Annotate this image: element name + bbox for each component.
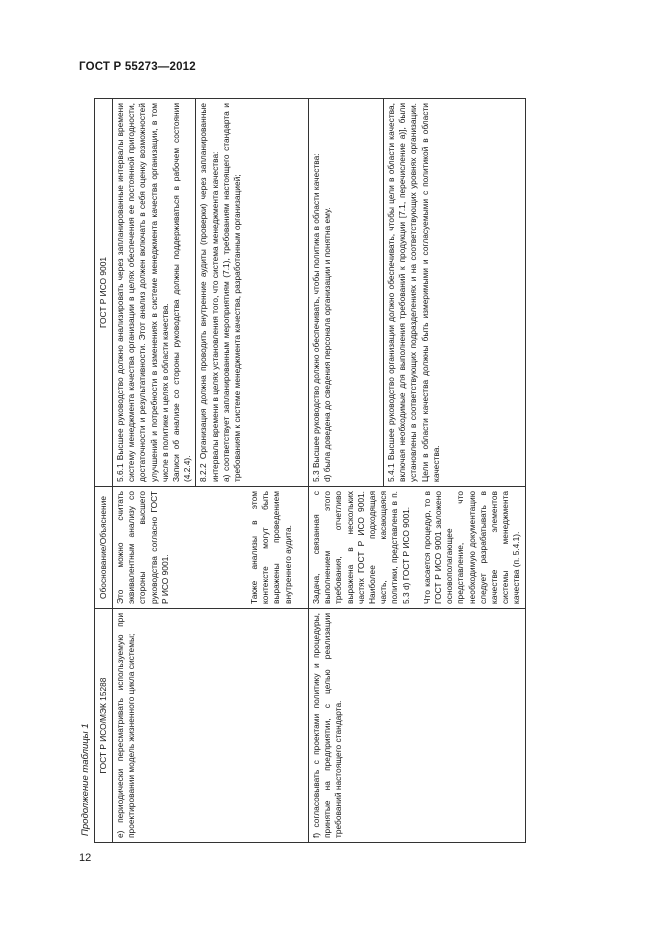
cell-text: 5.6.1 Высшее руководство должно анализировать через запланированные интервалы времени систему менеджмента качества организации в целях обеспечения ее постоянной пригодности, достаточности и результативности. Этот анализ должен включать в себя оценку возможностей улучшений и потребности в изменениях в системе менеджмента качества организации, в том числе в политике и целях в области качества. xyxy=(115,103,170,482)
cell-text: 5.4.1 Высшее руководство организации должно обеспечивать, чтобы цели в области качества, включая необходимые для выполнения требований к продукции [7.1, перечисление a)], были установлены в соответствующих подразделениях и на соответствующих уровнях организации. Цели в области качества должны быть измеримыми и согласуемыми с политикой в области качества. xyxy=(386,103,441,482)
cell-text: f) согласовывать с проектами политику и процедуры, принятые на предприятии, с целью реализации требований настоящего стандарта. xyxy=(311,613,344,838)
cell-text: Задача, связанная с выполнением этого требования, отчетливо выражена в нескольких частях ГОСТ Р ИСО 9001. Наиболее подходящая часть, касающаяся политики, представлена в п. 5.3 d) ГОСТ Р ИСО 9001. xyxy=(311,491,411,604)
column-header-gost-15288: ГОСТ Р ИСО/МЭК 15288 xyxy=(95,609,113,843)
table-cell xyxy=(113,487,309,609)
clause-5-3-block xyxy=(309,99,384,486)
table-cell xyxy=(309,99,526,487)
table-row xyxy=(309,99,526,843)
cell-text: d) была доведена до сведения персонала организации и понятна ему. xyxy=(322,207,333,482)
clause-5-4-1-block xyxy=(384,99,444,486)
cell-text: Также анализы в этом контексте могут быть выражены проведением внутреннего аудита. xyxy=(249,491,293,604)
cell-text: Это можно считать эквивалентным анализу со стороны высшего руководства согласно ГОСТ Р ИСО 9001. xyxy=(115,491,170,604)
table-row xyxy=(113,99,309,843)
table-cell xyxy=(113,99,309,487)
cell-text: e) периодически пересматривать используемую при проектировании модель жизненного цикла системы; xyxy=(115,613,137,838)
cell-text: a) соответствует запланированным мероприятиям (7.1), требованиям настоящего стандарта и требованиям к системе менеджмента качества, разработанным организацией; xyxy=(220,103,243,482)
table-caption: Продолжение таблицы 1 xyxy=(80,723,91,836)
table-cell xyxy=(309,487,526,609)
table-header-row xyxy=(95,99,113,843)
cell-text: Записи об анализе со стороны руководства должны поддерживаться в рабочем состоянии (4.2.4). xyxy=(171,103,193,482)
comparison-table xyxy=(94,98,526,843)
rotated-table-container xyxy=(94,99,526,843)
table-cell xyxy=(113,609,309,843)
table-cell xyxy=(309,609,526,843)
column-header-justification: Обоснование/Объяснение xyxy=(95,487,113,609)
standard-code: ГОСТ Р 55273—2012 xyxy=(79,61,196,73)
cell-text: 5.3 Высшее руководство должно обеспечивать, чтобы политика в области качества: xyxy=(311,153,321,482)
cell-text: Что касается процедур, то в ГОСТ Р ИСО 9001 заложено основополагающее представление, что необходимую документацию следует разрабатывать в качестве элементов системы менеджмента качества (п. 5.4.1). xyxy=(421,491,522,604)
clause-5-6-1-block xyxy=(113,99,196,486)
cell-text: 8.2.2 Организация должна проводить внутренние аудиты (проверки) через запланированные интервалы времени в целях установления того, что система менеджмента качества: xyxy=(198,103,220,482)
column-header-gost-9001: ГОСТ Р ИСО 9001 xyxy=(95,99,113,487)
clause-8-2-2-block xyxy=(196,99,245,486)
page-number: 12 xyxy=(79,852,92,864)
